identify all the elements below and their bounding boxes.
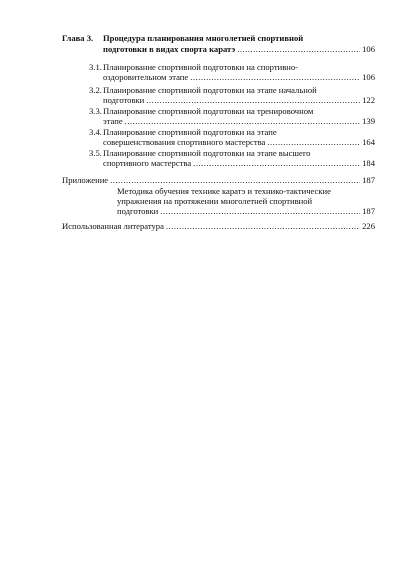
appendix-entry[interactable]	[62, 175, 375, 185]
page-number: 122	[362, 95, 375, 105]
section-title-line2: спортивного мастерства	[103, 158, 192, 168]
appendix-item-entry[interactable]	[117, 206, 375, 216]
leader-dots	[125, 116, 360, 126]
leader-dots	[110, 175, 360, 185]
page-number: 187	[362, 175, 375, 185]
chapter-entry[interactable]	[103, 44, 375, 54]
section-title-line1: Планирование спортивной подготовки на этапе начальной	[103, 85, 317, 95]
literature-entry[interactable]	[62, 221, 375, 231]
section-number: 3.3.	[89, 106, 102, 116]
chapter-label: Глава 3.	[62, 33, 94, 43]
page-number: 184	[362, 158, 375, 168]
section-title-line1: Планирование спортивной подготовки на тренировочном	[103, 106, 314, 116]
leader-dots	[193, 158, 360, 168]
appendix-label: Приложение	[62, 175, 109, 185]
section-entry[interactable]	[103, 116, 375, 126]
section-entry[interactable]	[103, 158, 375, 168]
section-entry[interactable]	[103, 95, 375, 105]
chapter-title-line2: подготовки в видах спорта каратэ	[103, 44, 236, 54]
chapter-title-line1: Процедура планирования многолетней спортивной	[103, 33, 304, 43]
literature-label: Использованная литература	[62, 221, 164, 231]
page-number: 106	[362, 72, 375, 82]
page-number: 106	[362, 44, 375, 54]
section-entry[interactable]	[103, 72, 375, 82]
appendix-item-line1: Методика обучения технике каратэ и технико-тактические	[117, 186, 331, 196]
section-title-line2: подготовки	[103, 95, 145, 105]
section-title-line1: Планирование спортивной подготовки на этапе высшего	[103, 148, 311, 158]
page-number: 226	[362, 221, 375, 231]
leader-dots	[160, 206, 360, 216]
leader-dots	[267, 137, 360, 147]
section-entry[interactable]	[103, 137, 375, 147]
leader-dots	[237, 44, 360, 54]
section-number: 3.4.	[89, 127, 102, 137]
section-title-line1: Планирование спортивной подготовки на спортивно-	[103, 62, 299, 72]
section-title-line1: Планирование спортивной подготовки на этапе	[103, 127, 277, 137]
leader-dots	[146, 95, 360, 105]
page-number: 187	[362, 206, 375, 216]
section-title-line2: оздоровительном этапе	[103, 72, 189, 82]
appendix-item-line3: подготовки	[117, 206, 159, 216]
page-number: 139	[362, 116, 375, 126]
leader-dots	[166, 221, 360, 231]
section-number: 3.2.	[89, 85, 102, 95]
section-title-line2: совершенствования спортивного мастерства	[103, 137, 266, 147]
section-number: 3.5.	[89, 148, 102, 158]
leader-dots	[190, 72, 360, 82]
section-number: 3.1.	[89, 62, 102, 72]
page-number: 164	[362, 137, 375, 147]
section-title-line2: этапе	[103, 116, 123, 126]
appendix-item-line2: упражнения на протяжении многолетней спортивной	[117, 196, 313, 206]
